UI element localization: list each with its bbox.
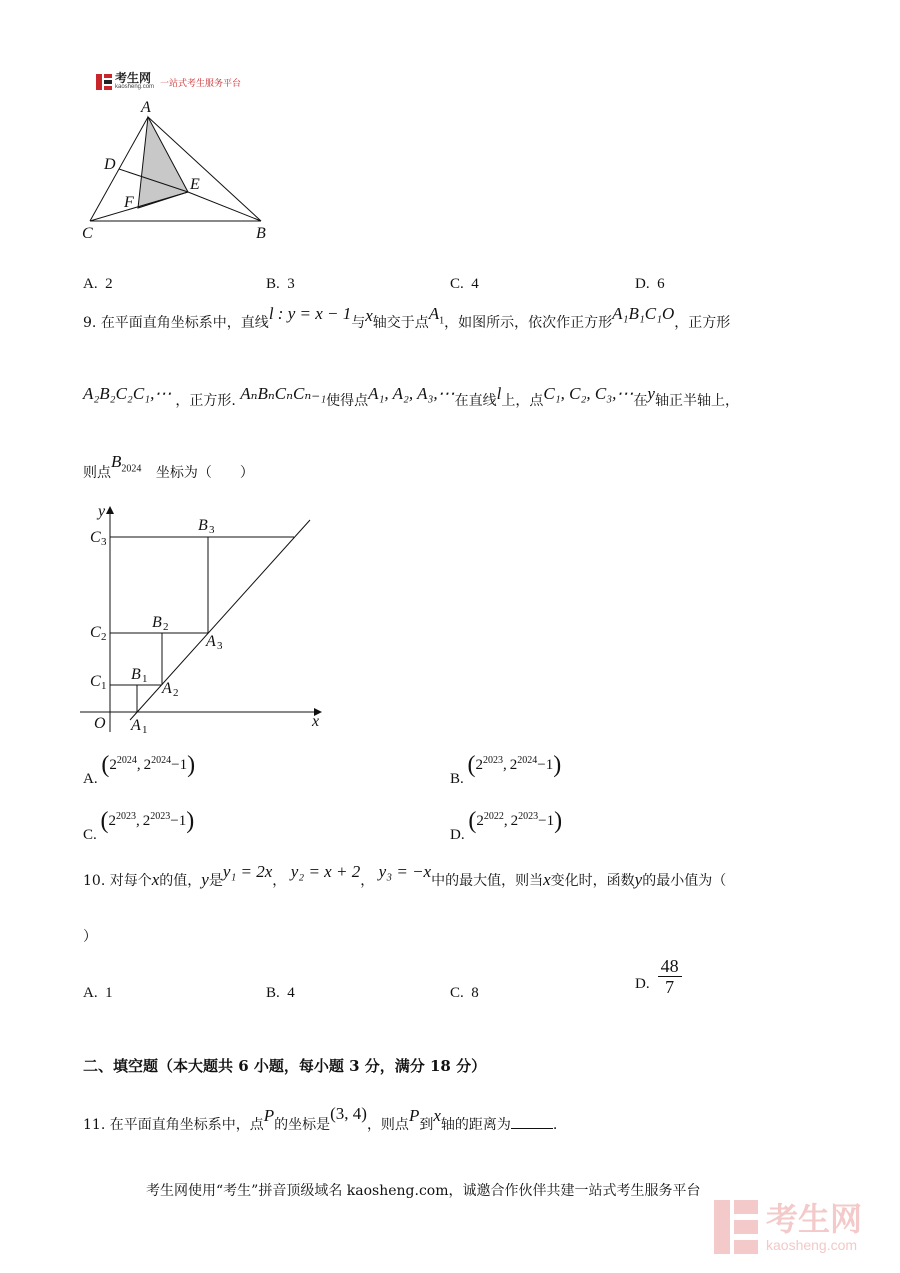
q8-option-a[interactable]: A. 2 — [83, 276, 113, 292]
q10-option-b[interactable]: B. 4 — [266, 985, 295, 1001]
q10-option-d[interactable]: D. $\frac{48}{7}$ — [635, 956, 682, 997]
svg-text:2: 2 — [173, 687, 179, 699]
svg-text:3: 3 — [209, 524, 215, 536]
watermark-mark-icon — [714, 1200, 758, 1254]
label-O: O — [94, 715, 106, 732]
label-B2: B — [152, 614, 162, 631]
q11-number: 11. — [83, 1117, 106, 1133]
q9-line-equation: l : y = x − 1 — [268, 304, 352, 323]
section-title: 二、填空题（本大题共 6 小题，每小题 3 分，满分 18 分） — [83, 1057, 487, 1075]
q8-option-d[interactable]: D. 6 — [635, 276, 665, 292]
fraction-48-7: $\frac{48}{7}$ — [658, 956, 682, 997]
brand-mark-icon — [96, 74, 112, 90]
watermark-logo — [714, 1200, 862, 1254]
q10-option-c[interactable]: C. 8 — [450, 985, 479, 1001]
svg-text:3: 3 — [101, 536, 107, 548]
label-D: D — [104, 156, 116, 173]
q9-option-b[interactable]: B. ($2^{2023}$, $2^{2024}-1$) — [450, 752, 562, 787]
brand-slogan: 一站式考生服务平台 — [160, 77, 242, 88]
svg-text:1: 1 — [101, 680, 107, 692]
label-C: C — [82, 225, 93, 242]
label-A2: A — [162, 680, 172, 697]
svg-text:1: 1 — [142, 724, 148, 736]
answer-blank[interactable] — [511, 1116, 553, 1129]
svg-text:1: 1 — [142, 673, 148, 685]
svg-text:2: 2 — [163, 621, 169, 633]
q9-line2: A₂B₂C₂C₁,⋯ ，正方形. AₙBₙCₙCₙ₋₁使得点A₁, A₂, A₃,⋯在直线l上，点C₁, C₂, C₃,⋯在y轴正半轴上， — [83, 384, 739, 409]
brand-logo — [96, 73, 241, 91]
q9-option-a[interactable]: A. ($2^{2024}$, $2^{2024}-1$) — [83, 752, 196, 787]
q9-option-c[interactable]: C. ($2^{2023}$, $2^{2023}-1$) — [83, 808, 195, 843]
label-x: x — [312, 713, 320, 730]
q8-option-c[interactable]: C. 4 — [450, 276, 479, 292]
q9-line1: 9. 在平面直角坐标系中，直线l : y = x − 1与x轴交于点$A_1$，如图所示，依次作正方形A₁B₁C₁O，正方形 — [83, 304, 731, 331]
triangle-figure — [78, 96, 278, 246]
q9-option-d[interactable]: D. ($2^{2022}$, $2^{2023}-1$) — [450, 808, 563, 843]
label-A3: A — [206, 633, 216, 650]
label-A: A — [141, 99, 151, 116]
label-y: y — [98, 503, 106, 520]
squares-figure — [80, 500, 340, 740]
q8-option-b[interactable]: B. 3 — [266, 276, 295, 292]
q10-option-a[interactable]: A. 1 — [83, 985, 113, 1001]
footer-text: 考生网使用“考生”拼音顶级域名 kaosheng.com，诚邀合作伙伴共建一站式考生服务平台 — [146, 1183, 701, 1199]
label-C2: C — [90, 624, 101, 641]
label-B1: B — [131, 666, 141, 683]
label-E: E — [190, 176, 200, 193]
q9-line3: 则点$B_{2024}$ 坐标为（ ） — [83, 452, 254, 481]
watermark-name: 考生网 — [766, 1200, 863, 1238]
svg-text:3: 3 — [217, 640, 223, 652]
q10-number: 10. — [83, 873, 106, 889]
square-1 — [110, 685, 137, 712]
q11-line: 11. 在平面直角坐标系中，点P的坐标是(3, 4)，则点P到x轴的距离为 . — [83, 1104, 558, 1133]
label-B: B — [256, 225, 266, 242]
label-C3: C — [90, 529, 101, 546]
segment-eb — [188, 192, 261, 221]
brand-name: 考生网 — [115, 71, 152, 85]
brand-url: kaosheng.com — [115, 84, 155, 90]
label-F: F — [124, 194, 134, 211]
q10-line2: ） — [83, 929, 97, 945]
label-C1: C — [90, 673, 101, 690]
watermark-url: kaosheng.com — [766, 1237, 858, 1253]
q9-square1: A₁B₁C₁O — [612, 304, 675, 323]
label-B3: B — [198, 517, 208, 534]
q9-number: 9. — [83, 315, 97, 331]
q10-line1: 10. 对每个x的值，y是y₁ = 2x， y₂ = x + 2， y₃ = −x中的最大值，则当x变化时，函数y的最小值为（ — [83, 862, 727, 889]
svg-text:2: 2 — [101, 631, 107, 643]
label-A1: A — [131, 717, 141, 734]
